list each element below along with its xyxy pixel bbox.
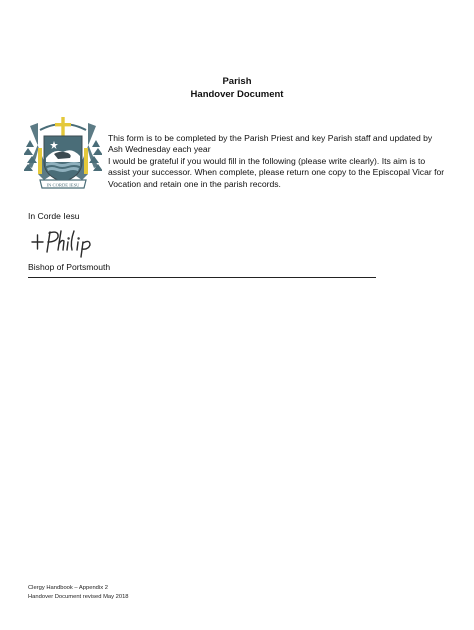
- footer-line-1: Clergy Handbook – Appendix 2: [28, 585, 108, 591]
- signatory-role: Bishop of Portsmouth: [28, 262, 111, 272]
- footer-line-2: Handover Document revised May 2018: [28, 594, 129, 600]
- document-header: [0, 75, 474, 101]
- intro-paragraph-1: This form is to be completed by the Parish Priest and key Parish staff and updated by Ash Wednesday each year: [108, 133, 433, 155]
- intro-paragraph-2: I would be grateful if you would fill in the following (please write clearly). Its aim is to assist your successor. When complete, please return one copy to the Episcopal Vicar for Vocation and retain one in the parish records.: [108, 155, 445, 189]
- salutation: In Corde Iesu: [28, 211, 80, 221]
- document-title: Parish: [222, 76, 252, 87]
- document-subtitle: Handover Document: [190, 89, 284, 100]
- crest-motto-text: IN CORDE IESU: [46, 182, 80, 188]
- signature-rule: [28, 277, 376, 278]
- intro-text: [108, 133, 448, 190]
- diocese-crest-logo: [24, 114, 102, 192]
- document-footer: [28, 584, 129, 602]
- bishop-signature: [30, 226, 102, 258]
